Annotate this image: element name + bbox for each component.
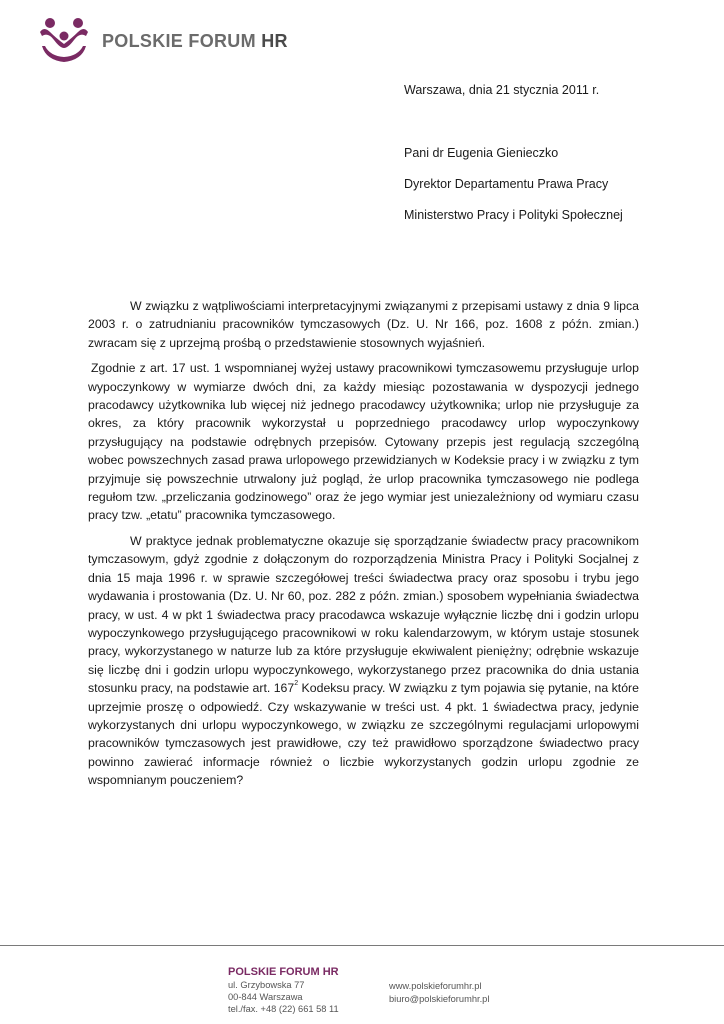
letter-date: Warszawa, dnia 21 stycznia 2011 r. xyxy=(404,83,600,97)
footer-org-name: POLSKIE FORUM HR xyxy=(228,966,339,978)
recipient-institution: Ministerstwo Pracy i Polityki Społecznej xyxy=(404,208,623,222)
footer-divider xyxy=(0,945,724,946)
paragraph-3 xyxy=(88,532,639,790)
footer-contact xyxy=(389,980,489,1006)
letter-body xyxy=(88,297,639,797)
brand-name: POLSKIE FORUM HR xyxy=(102,30,288,51)
footer-street: ul. Grzybowska 77 xyxy=(228,980,305,990)
paragraph-3-part-2: Kodeksu pracy. W związku z tym pojawia się pytanie, na które uprzejmie proszę o odpowiedź. Czy wskazywanie w treści ust. 4 pkt. 1 świadectwa pracy, jedynie wykorzystanych dni urlopu wypoczynkowego, w związku ze szczególnymi regulacjami urlopowymi pracowników tymczasowych jest prawidłowe, czy też prawidłowo sporządzone świadectwo pracy powinno zawierać informacje również o liczbie wykorzystanych godzin urlopu zgodnie ze wspomnianym pouczeniem? xyxy=(88,681,639,788)
header-logo xyxy=(36,16,288,66)
article-superscript: 2 xyxy=(294,680,299,688)
footer-address xyxy=(228,966,339,1016)
recipient-name: Pani dr Eugenia Gienieczko xyxy=(404,146,559,160)
people-circle-logo-icon xyxy=(36,16,92,66)
footer-city: 00-844 Warszawa xyxy=(228,992,303,1003)
footer-phone: tel./fax. +48 (22) 661 58 11 xyxy=(228,1004,339,1015)
paragraph-3-part-1: W praktyce jednak problematyczne okazuje się sporządzanie świadectw pracy pracownikom tymczasowym, gdyż zgodnie z dołączonym do rozporządzenia Ministra Pracy i Polityki Socjalnej z dnia 15 maja 1996 r. w sprawie szczegółowej treści świadectwa pracy oraz sposobu i trybu jego wydawania i prostowania (Dz. U. Nr 60, poz. 282 z późn. zmian.) sposobem wypełniania świadectwa pracy, w ust. 4 w pkt 1 świadectwa pracy pracodawca wskazuje wyłącznie liczbę dni i godzin urlopu wypoczynkowego przysługującego pracownikowi w roku kalendarzowym, w którym ustaje stosunek pracy, wykorzystanego w naturze lub za które przysługuje ekwiwalent pieniężny; odrębnie wskazuje się liczbę dni i godzin urlopu wypoczynkowego, wykorzystanego przez pracownika do dnia ustania stosunku pracy, na podstawie art. 167 xyxy=(88,533,639,696)
paragraph-1: W związku z wątpliwościami interpretacyjnymi związanymi z przepisami ustawy z dnia 9 lipca 2003 r. o zatrudnianiu pracowników tymczasowych (Dz. U. Nr 166, poz. 1608 z późn. zmian.) zwracam się z uprzejmą prośbą o przedstawienie stosownych wyjaśnień. xyxy=(88,299,639,350)
footer-website-link[interactable]: www.polskieforumhr.pl xyxy=(389,981,482,991)
paragraph-2: Zgodnie z art. 17 ust. 1 wspomnianej wyżej ustawy pracownikowi tymczasowemu przysługuje urlop wypoczynkowy w wymiarze dwóch dni, za każdy miesiąc pozostawania w dyspozycji jednego pracodawcy użytkownika lub więcej niż jednego pracodawcy użytkownika; urlop nie przysługuje za okres, za który pracownik wykorzystał u poprzedniego pracodawcy urlop wypoczynkowy przysługujący na podstawie odrębnych przepisów. Cytowany przepis jest regulacją szczególną wobec powszechnych zasad prawa urlopowego przewidzianych w Kodeksie pracy i w związku z tym przyjmuje się powszechnie utrwalony już pogląd, że urlop pracownika tymczasowego nie podlega regułom tzw. „przeliczania godzinowego” oraz że jego wymiar jest uniezależniony od wymiaru czasu pracy tzw. „etatu” pracownika tymczasowego. xyxy=(88,361,639,523)
recipient-title: Dyrektor Departamentu Prawa Pracy xyxy=(404,177,609,191)
footer-email-link[interactable]: biuro@polskieforumhr.pl xyxy=(389,994,490,1004)
